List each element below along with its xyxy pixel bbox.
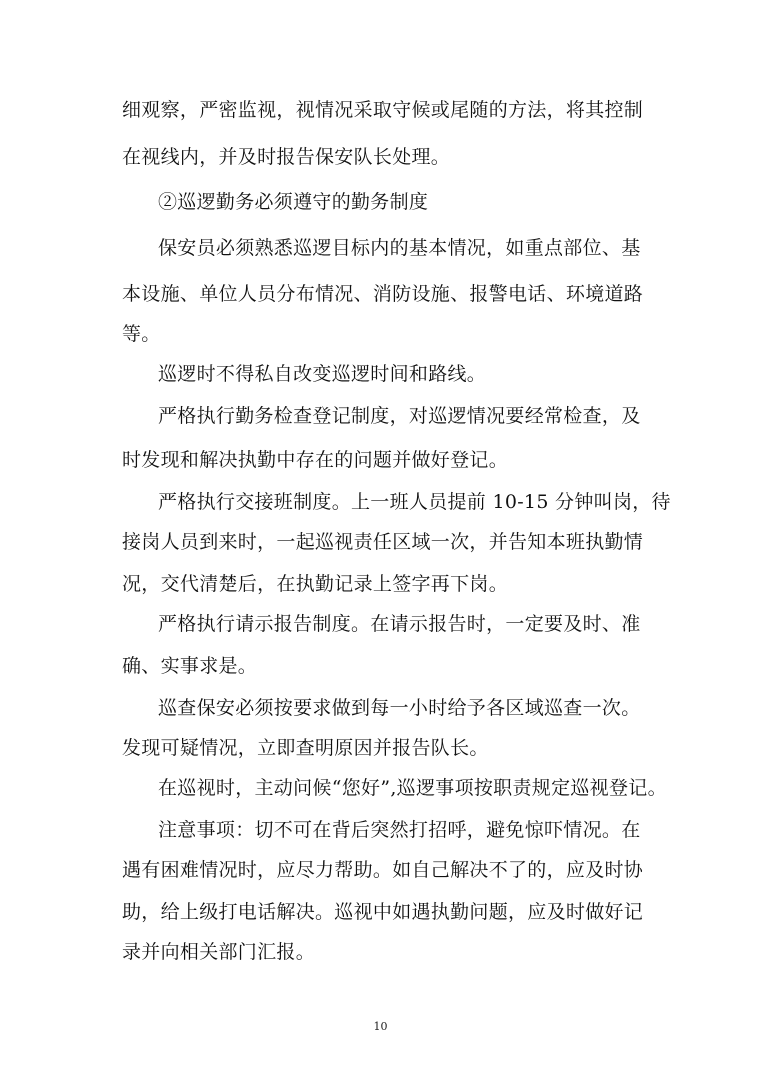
paragraph-line: 严格执行请示报告制度。在请示报告时，一定要及时、准 bbox=[158, 613, 641, 635]
paragraph-line: 接岗人员到来时，一起巡视责任区域一次，并告知本班执勤情 bbox=[122, 531, 644, 553]
paragraph-line: 况，交代清楚后，在执勤记录上签字再下岗。 bbox=[122, 573, 509, 595]
paragraph-line: 录并向相关部门汇报。 bbox=[122, 941, 316, 963]
paragraph-line: 保安员必须熟悉巡逻目标内的基本情况，如重点部位、基 bbox=[158, 237, 641, 259]
paragraph-line: 发现可疑情况，立即查明原因并报告队长。 bbox=[122, 737, 489, 759]
paragraph-line: 严格执行勤务检查登记制度，对巡逻情况要经常检查，及 bbox=[158, 405, 641, 427]
paragraph-line: 细观察，严密监视，视情况采取守候或尾随的方法，将其控制 bbox=[122, 99, 644, 121]
paragraph-line: 本设施、单位人员分布情况、消防设施、报警电话、环境道路 bbox=[122, 283, 644, 305]
paragraph-line: 确、实事求是。 bbox=[122, 655, 258, 677]
paragraph-line: 严格执行交接班制度。上一班人员提前 10-15 分钟叫岗，待 bbox=[158, 491, 671, 513]
page-number: 10 bbox=[373, 1020, 388, 1033]
paragraph-line: 在巡视时，主动问候“您好”,巡逻事项按职责规定巡视登记。 bbox=[158, 777, 667, 799]
paragraph-line: 巡逻时不得私自改变巡逻时间和路线。 bbox=[158, 363, 487, 385]
paragraph-line: 遇有困难情况时，应尽力帮助。如自己解决不了的，应及时协 bbox=[122, 859, 644, 881]
paragraph-line: 等。 bbox=[122, 323, 161, 345]
paragraph-line: 注意事项：切不可在背后突然打招呼，避免惊吓情况。在 bbox=[158, 819, 641, 841]
paragraph-line: 巡查保安必须按要求做到每一小时给予各区域巡查一次。 bbox=[158, 697, 641, 719]
section-heading: ②巡逻勤务必须遵守的勤务制度 bbox=[158, 191, 429, 213]
paragraph-line: 时发现和解决执勤中存在的问题并做好登记。 bbox=[122, 449, 509, 471]
paragraph-line: 助，给上级打电话解决。巡视中如遇执勤问题，应及时做好记 bbox=[122, 901, 644, 923]
paragraph-line: 在视线内，并及时报告保安队长处理。 bbox=[122, 146, 451, 168]
